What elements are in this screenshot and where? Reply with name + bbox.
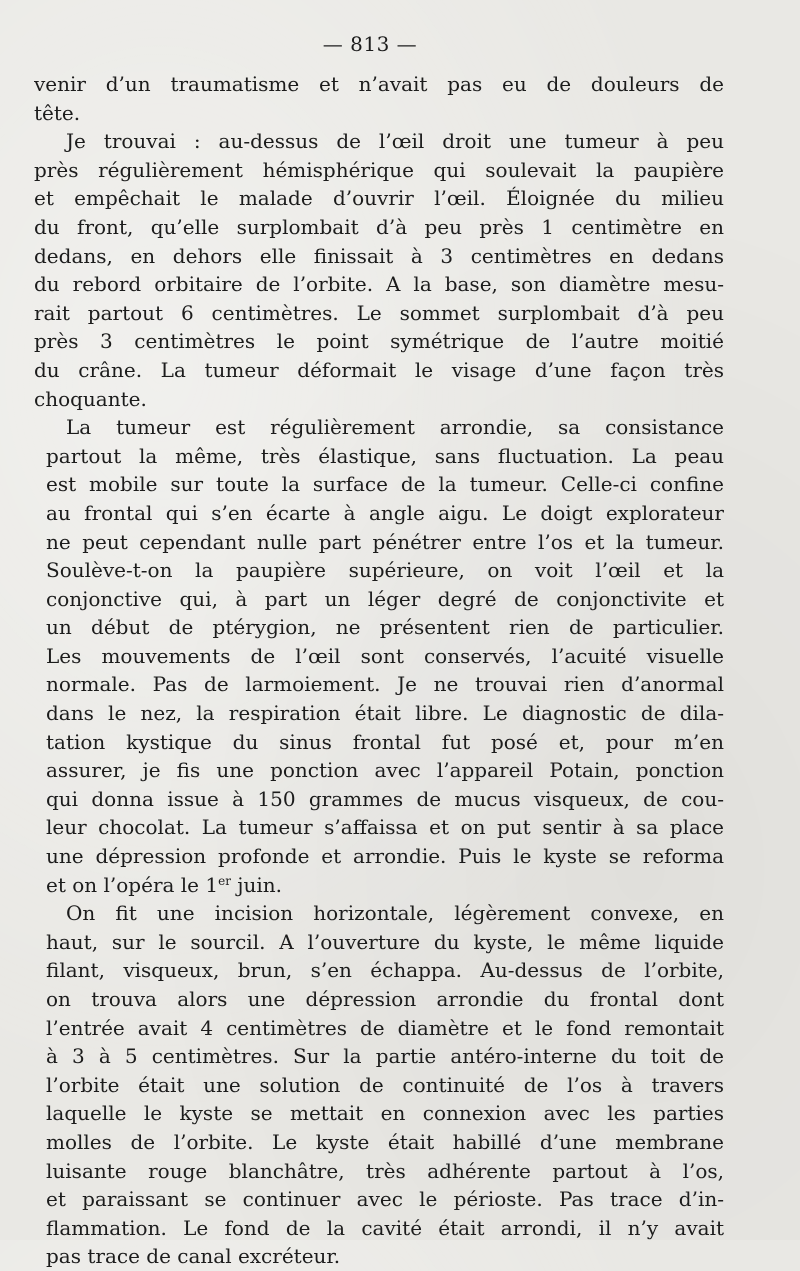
text-line: on trouva alors une dépression arrondie du frontal dont: [46, 987, 724, 1011]
body-text: [34, 70, 724, 1271]
text-line: dans le nez, la respiration était libre. Le diagnostic de dila-: [46, 701, 724, 726]
text-line: et paraissant se continuer avec le périoste. Pas trace d’in-: [46, 1187, 724, 1212]
text-line: assurer, je fis une ponction avec l’appareil Potain, ponction: [46, 758, 724, 783]
text-line: filant, visqueux, brun, s’en échappa. Au-dessus de l’orbite,: [46, 958, 724, 983]
text-line: l’orbite était une solution de continuité de l’os à travers: [46, 1072, 724, 1097]
text-line: qui donna issue à 150 grammes de mucus visqueux, de cou-: [46, 786, 724, 811]
text-line: venir d’un traumatisme et n’avait pas eu de douleurs de: [34, 72, 724, 96]
text-line: à 3 à 5 centimètres. Sur la partie antéro-interne du toit de: [46, 1044, 724, 1069]
page-number: — 813 —: [322, 32, 418, 56]
text-line: conjonctive qui, à part un léger degré de conjonctivite et: [46, 586, 724, 611]
text-line: l’entrée avait 4 centimètres de diamètre et le fond remontait: [46, 1015, 724, 1040]
text-line: On fit une incision horizontale, légèrement convexe, en: [66, 901, 724, 926]
text-line: pas trace de canal excréteur.: [46, 1244, 341, 1269]
text-line: est mobile sur toute la surface de la tumeur. Celle-ci confine: [46, 472, 724, 497]
text-line: partout la même, très élastique, sans fluctuation. La peau: [46, 443, 724, 468]
text-line: du front, qu’elle surplombait d’à peu près 1 centimètre en: [34, 214, 724, 239]
ordinal-superscript: er: [218, 873, 231, 888]
text-line: au frontal qui s’en écarte à angle aigu. Le doigt explorateur: [46, 500, 724, 525]
text-line: du rebord orbitaire de l’orbite. A la base, son diamètre mesu-: [34, 272, 724, 297]
text-line: près 3 centimètres le point symétrique de l’autre moitié: [34, 329, 724, 354]
text-line: une dépression profonde et arrondie. Puis le kyste se reforma: [46, 844, 724, 869]
text-line: près régulièrement hémisphérique qui soulevait la paupière: [34, 157, 724, 182]
text-line: du crâne. La tumeur déformait le visage d’une façon très: [34, 357, 724, 382]
text-line: Les mouvements de l’œil sont conservés, l’acuité visuelle: [46, 643, 724, 668]
text-line: rait partout 6 centimètres. Le sommet surplombait d’à peu: [34, 300, 724, 325]
text-line: choquante.: [34, 386, 147, 411]
text-line: et empêchait le malade d’ouvrir l’œil. Éloignée du milieu: [34, 186, 724, 211]
text-line: haut, sur le sourcil. A l’ouverture du kyste, le même liquide: [46, 929, 724, 954]
text-line: La tumeur est régulièrement arrondie, sa consistance: [66, 415, 724, 440]
text-line: et on l’opéra le 1er juin.: [46, 872, 283, 897]
text-line: tation kystique du sinus frontal fut posé et, pour m’en: [46, 729, 724, 754]
text-line: tête.: [34, 100, 81, 125]
text-line: un début de ptérygion, ne présentent rien de particulier.: [46, 615, 724, 640]
text-line: luisante rouge blanchâtre, très adhérente partout à l’os,: [46, 1158, 724, 1183]
text-line: molles de l’orbite. Le kyste était habillé d’une membrane: [46, 1129, 724, 1154]
text-line: ne peut cependant nulle part pénétrer entre l’os et la tumeur.: [46, 529, 724, 554]
text-line: dedans, en dehors elle finissait à 3 centimètres en dedans: [34, 243, 724, 268]
text-line: laquelle le kyste se mettait en connexion avec les parties: [46, 1101, 724, 1126]
text-line: leur chocolat. La tumeur s’affaissa et on put sentir à sa place: [46, 815, 724, 840]
text-line: Soulève-t-on la paupière supérieure, on voit l’œil et la: [46, 558, 724, 583]
text-line: flammation. Le fond de la cavité était arrondi, il n’y avait: [46, 1215, 724, 1240]
text-line: normale. Pas de larmoiement. Je ne trouvai rien d’anormal: [46, 672, 724, 697]
text-line: Je trouvai : au-dessus de l’œil droit une tumeur à peu: [66, 129, 724, 154]
